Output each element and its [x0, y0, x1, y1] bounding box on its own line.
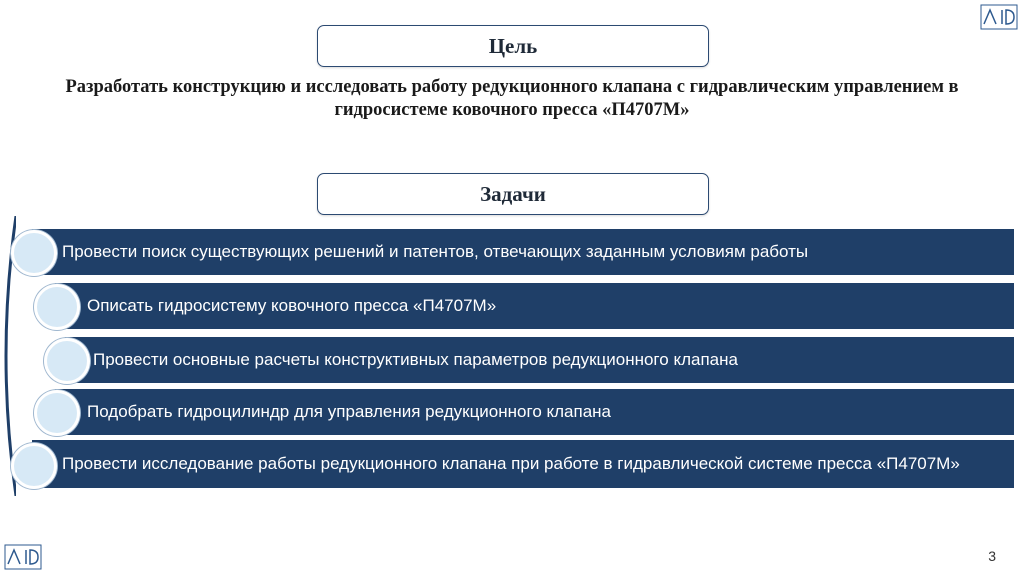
task-bar-2: [55, 283, 1014, 329]
goal-heading-box: [317, 25, 709, 67]
university-logo-icon: [980, 4, 1018, 30]
goal-heading: Цель: [488, 33, 538, 58]
tasks-heading-box: [317, 173, 709, 215]
task-bar-3: [65, 337, 1014, 383]
task-bar-1: [32, 229, 1014, 275]
task-bar-5: [32, 440, 1014, 488]
task-bullet-2: [34, 284, 80, 330]
task-bullet-4: [34, 390, 80, 436]
task-text-2: Описать гидросистему ковочного пресса «П4707М»: [87, 296, 497, 315]
task-text-3: Провести основные расчеты конструктивных параметров редукционного клапана: [93, 350, 738, 369]
goal-text: Разработать конструкцию и исследовать работу редукционного клапана с гидравлическим управлением в гидросистеме ковочного пресса «П4707М»: [65, 77, 959, 120]
page-number: 3: [988, 548, 996, 564]
task-text-5: Провести исследование работы редукционного клапана при работе в гидравлической системе пресса «П4707М»: [62, 454, 960, 473]
university-logo-icon-bottom: [4, 544, 42, 570]
task-text-4: Подобрать гидроцилиндр для управления редукционного клапана: [87, 402, 612, 421]
task-bullet-1: [11, 230, 57, 276]
task-bullet-5: [11, 443, 57, 489]
tasks-heading: Задачи: [480, 181, 546, 206]
task-bullet-3: [44, 338, 90, 384]
task-bar-4: [55, 389, 1014, 435]
task-text-1: Провести поиск существующих решений и патентов, отвечающих заданным условиям работы: [62, 242, 809, 261]
